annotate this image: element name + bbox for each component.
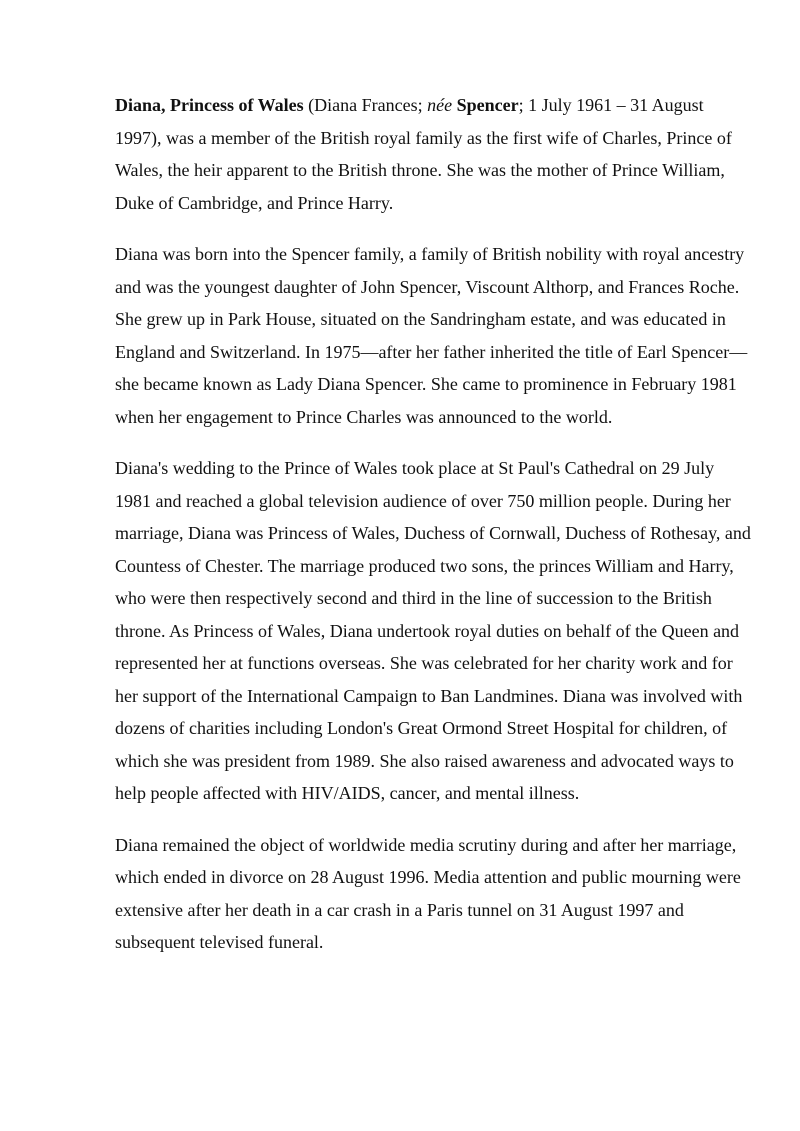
marriage-paragraph: Diana's wedding to the Prince of Wales took place at St Paul's Cathedral on 29 July 1981 and reached a global television audience of over 750 million people. During her marriage, Diana was Princess of Wales, Duchess of Cornwall, Duchess of Rothesay, and Countess of Chester. The marriage produced two sons, the princes William and Harry, who were then respectively second and third in the line of succession to the British throne. As Princess of Wales, Diana undertook royal duties on behalf of the Queen and represented her at functions overseas. She was celebrated for her charity work and for her support of the International Campaign to Ban Landmines. Diana was involved with dozens of charities including London's Great Ormond Street Hospital for children, of which she was president from 1989. She also raised awareness and advocated ways to help people affected with HIV/AIDS, cancer, and mental illness. [115,458,751,803]
intro-text-c: ; 1 July 1961 – 31 August 1997), was a member of the British royal family as the first wife of Charles, Prince of Wales, the heir apparent to the British throne. She was the mother of Prince William, Duke of Cambridge, and Prince Harry. [115,95,732,213]
nee-word: née [427,95,453,115]
subject-name: Diana, Princess of Wales [115,95,304,115]
early-life-paragraph: Diana was born into the Spencer family, a family of British nobility with royal ancestry and was the youngest daughter of John Spencer, Viscount Althorp, and Frances Roche. She grew up in Park House, situated on the Sandringham estate, and was educated in England and Switzerland. In 1975—after her father inherited the title of Earl Spencer—she became known as Lady Diana Spencer. She came to prominence in February 1981 when her engagement to Prince Charles was announced to the world. [115,244,748,427]
intro-text-a: (Diana Frances; [303,95,428,115]
later-life-paragraph: Diana remained the object of worldwide media scrutiny during and after her marriage, which ended in divorce on 28 August 1996. Media attention and public mourning were extensive after her death in a car crash in a Paris tunnel on 31 August 1997 and subsequent televised funeral. [115,834,741,952]
intro-paragraph [115,89,752,219]
birth-surname: Spencer [456,95,519,115]
